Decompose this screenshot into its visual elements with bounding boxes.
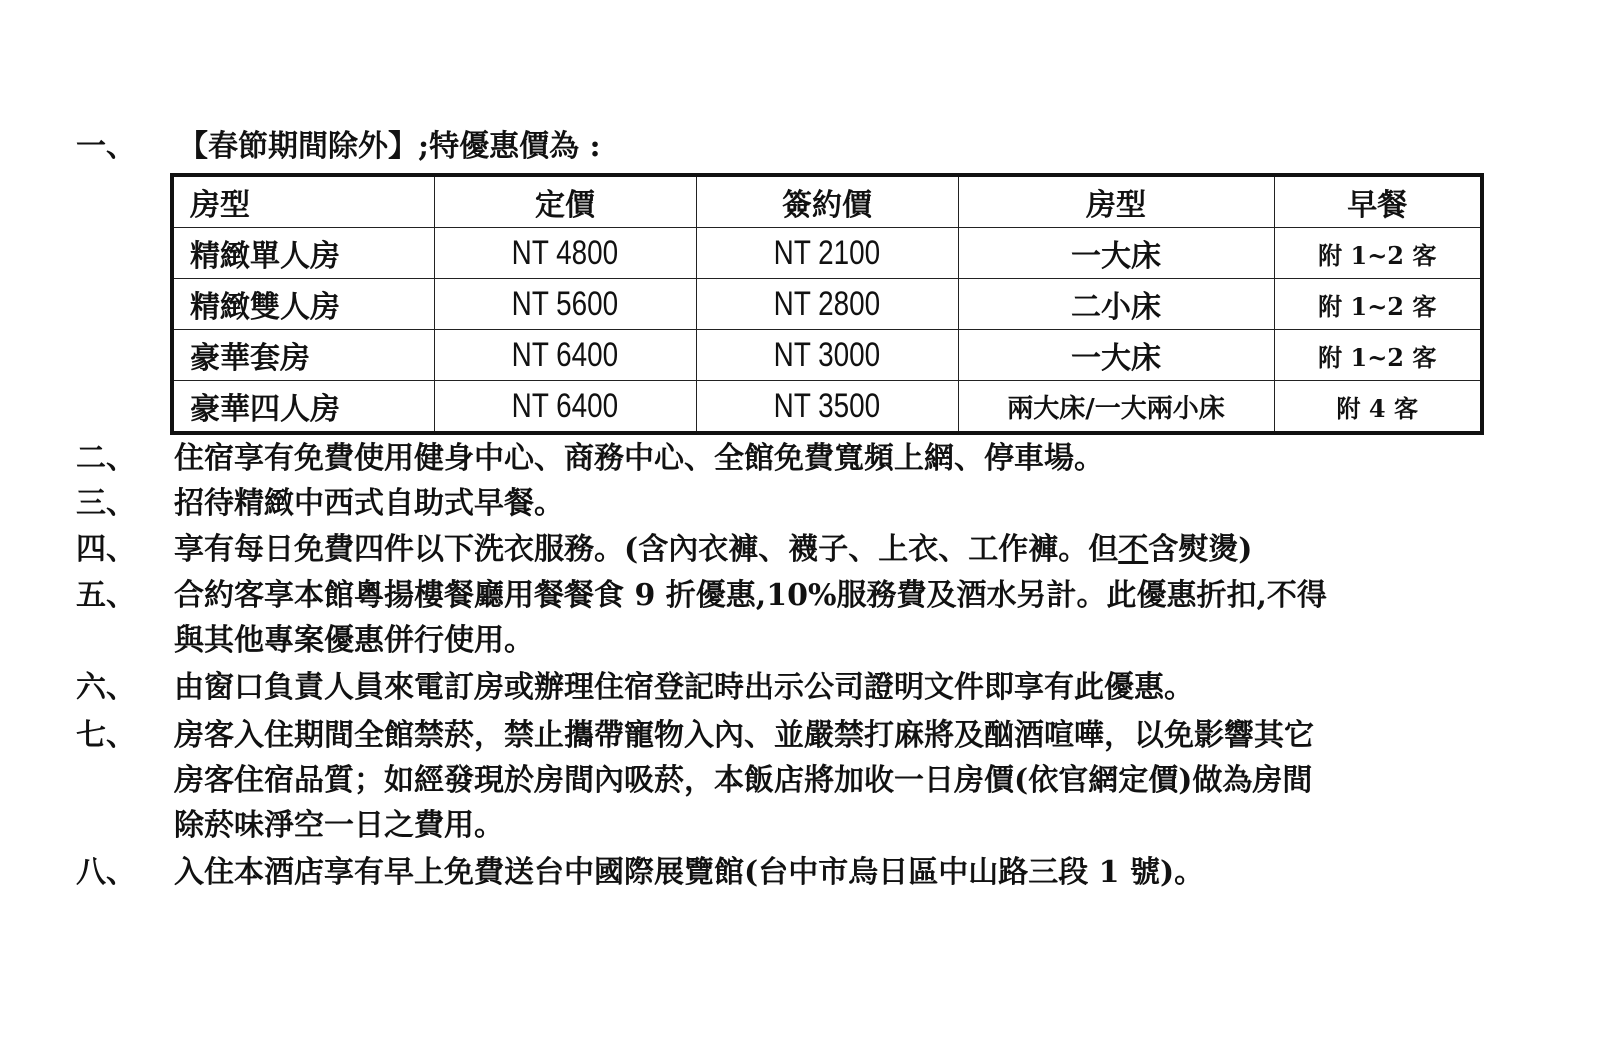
header-contract-price: 簽約價 (696, 175, 958, 228)
item-text: 房客入住期間全館禁菸，禁止攜帶寵物入內、並嚴禁打麻將及酗酒喧嘩，以免影響其它 (174, 718, 1314, 753)
cell-list-price: NT 4800 (434, 228, 696, 279)
price-table (170, 173, 1484, 435)
item-number: 三、 (76, 486, 136, 521)
cell-bed-type: 一大床 (958, 330, 1274, 381)
table-header-row (172, 175, 1482, 228)
item-number: 八、 (76, 855, 136, 890)
header-list-price: 定價 (434, 175, 696, 228)
cell-contract-price: NT 3500 (696, 381, 958, 434)
item-number: 四、 (76, 532, 136, 567)
cell-bed-type: 一大床 (958, 228, 1274, 279)
table-row (172, 330, 1482, 381)
underlined-text: 不 (1118, 532, 1149, 567)
item-number: 六、 (76, 670, 136, 705)
cell-contract-price: NT 2100 (696, 228, 958, 279)
cell-bed-type: 二小床 (958, 279, 1274, 330)
table-row (172, 381, 1482, 434)
item-text: 房客住宿品質；如經發現於房間內吸菸，本飯店將加收一日房價(依官網定價)做為房間 (174, 763, 1313, 798)
item-number: 一、 (76, 129, 136, 164)
cell-breakfast: 附 1~2 客 (1274, 228, 1482, 279)
cell-list-price: NT 5600 (434, 279, 696, 330)
item-text: 合約客享本館粵揚樓餐廳用餐餐食 9 折優惠,10%服務費及酒水另計。此優惠折扣,不得 (174, 578, 1327, 613)
item-number: 二、 (76, 441, 136, 476)
item-text: 享有每日免費四件以下洗衣服務。(含內衣褲、襪子、上衣、工作褲。但不含熨燙) (174, 532, 1253, 567)
header-bed-type: 房型 (958, 175, 1274, 228)
section-1-title: 【春節期間除外】;特優惠價為 : (178, 129, 601, 164)
cell-room-type: 豪華套房 (172, 330, 434, 381)
cell-contract-price: NT 3000 (696, 330, 958, 381)
item-text: 招待精緻中西式自助式早餐。 (174, 486, 564, 521)
cell-room-type: 精緻雙人房 (172, 279, 434, 330)
header-room-type: 房型 (172, 175, 434, 228)
cell-breakfast: 附 1~2 客 (1274, 279, 1482, 330)
cell-breakfast: 附 4 客 (1274, 381, 1482, 434)
cell-list-price: NT 6400 (434, 381, 696, 434)
header-breakfast: 早餐 (1274, 175, 1482, 228)
cell-contract-price: NT 2800 (696, 279, 958, 330)
table-row (172, 279, 1482, 330)
cell-list-price: NT 6400 (434, 330, 696, 381)
cell-bed-type: 兩大床/一大兩小床 (958, 381, 1274, 434)
item-text: 與其他專案優惠併行使用。 (174, 623, 534, 658)
table-row (172, 228, 1482, 279)
item-text: 入住本酒店享有早上免費送台中國際展覽館(台中市烏日區中山路三段 1 號)。 (174, 855, 1205, 890)
item-text: 除菸味淨空一日之費用。 (174, 808, 504, 843)
item-text: 住宿享有免費使用健身中心、商務中心、全館免費寬頻上網、停車場。 (174, 441, 1104, 476)
cell-breakfast: 附 1~2 客 (1274, 330, 1482, 381)
cell-room-type: 豪華四人房 (172, 381, 434, 434)
item-number: 七、 (76, 718, 136, 753)
cell-room-type: 精緻單人房 (172, 228, 434, 279)
item-text: 由窗口負責人員來電訂房或辦理住宿登記時出示公司證明文件即享有此優惠。 (174, 670, 1194, 705)
item-number: 五、 (76, 578, 136, 613)
